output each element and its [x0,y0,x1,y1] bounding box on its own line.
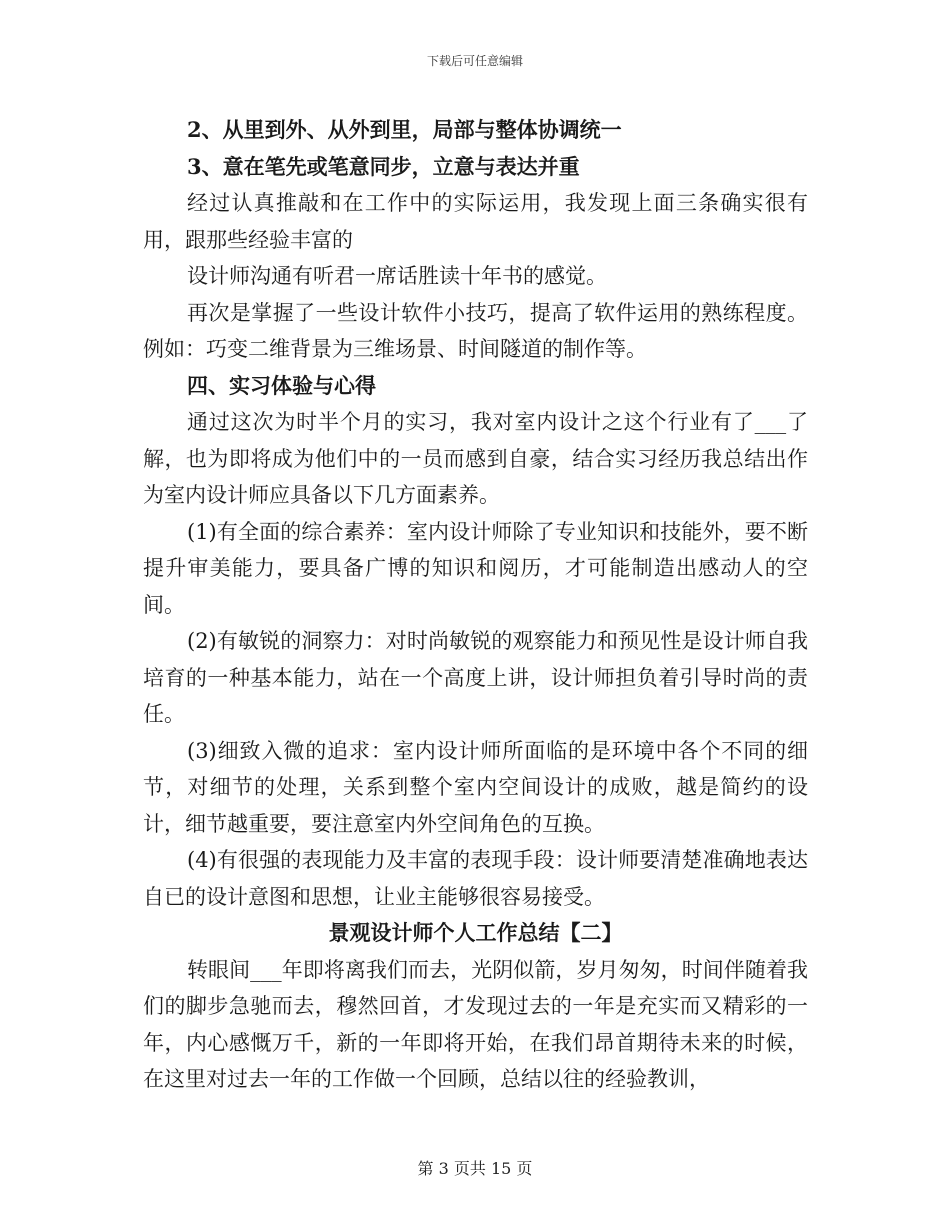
list-item-4: (4)有很强的表现能力及丰富的表现手段：设计师要清楚准确地表达自已的设计意图和思想，让业主能够很容易接受。 [143,848,808,909]
list-item-1: (1)有全面的综合素养：室内设计师除了专业知识和技能外，要不断提升审美能力，要具备广博的知识和阅历，才可能制造出感动人的空间。 [143,519,808,617]
page-footer: 第 3 页共 15 页 [417,1159,533,1178]
paragraph: 经过认真推敲和在工作中的实际运用，我发现上面三条确实很有用，跟那些经验丰富的 [143,191,808,252]
section-title: 景观设计师个人工作总结【二】 [328,920,623,945]
page-header: 下载后可任意编辑 [426,54,523,68]
document-body [143,112,808,1098]
paragraph: 转眼间___年即将离我们而去，光阴似箭，岁月匆匆，时间伴随着我们的脚步急驰而去，穆然回首，才发现过去的一年是充实而又精彩的一年，内心感慨万千，新的一年即将开始，在我们昂首期待未来的时候，在这里对过去一年的工作做一个回顾，总结以往的经验教训， [143,957,808,1091]
paragraph: 设计师沟通有听君一席话胜读十年书的感觉。 [187,264,607,288]
heading-point-3: 3、意在笔先或笔意同步，立意与表达并重 [187,153,580,179]
paragraph: 通过这次为时半个月的实习，我对室内设计之这个行业有了___了解，也为即将成为他们中的一员而感到自豪，结合实习经历我总结出作为室内设计师应具备以下几方面素养。 [143,410,808,507]
paragraph: 再次是掌握了一些设计软件小技巧，提高了软件运用的熟练程度。例如：巧变二维背景为三维场景、时间隧道的制作等。 [143,300,808,361]
section-heading-4: 四、实习体验与心得 [187,372,376,398]
list-item-2: (2)有敏锐的洞察力：对时尚敏锐的观察能力和预见性是设计师自我培育的一种基本能力，站在一个高度上讲，设计师担负着引导时尚的责任。 [143,629,808,726]
list-item-3: (3)细致入微的追求：室内设计师所面临的是环境中各个不同的细节，对细节的处理，关系到整个室内空间设计的成败，越是简约的设计，细节越重要，要注意室内外空间角色的互换。 [143,738,808,836]
heading-point-2: 2、从里到外、从外到里，局部与整体协调统一 [187,117,622,142]
